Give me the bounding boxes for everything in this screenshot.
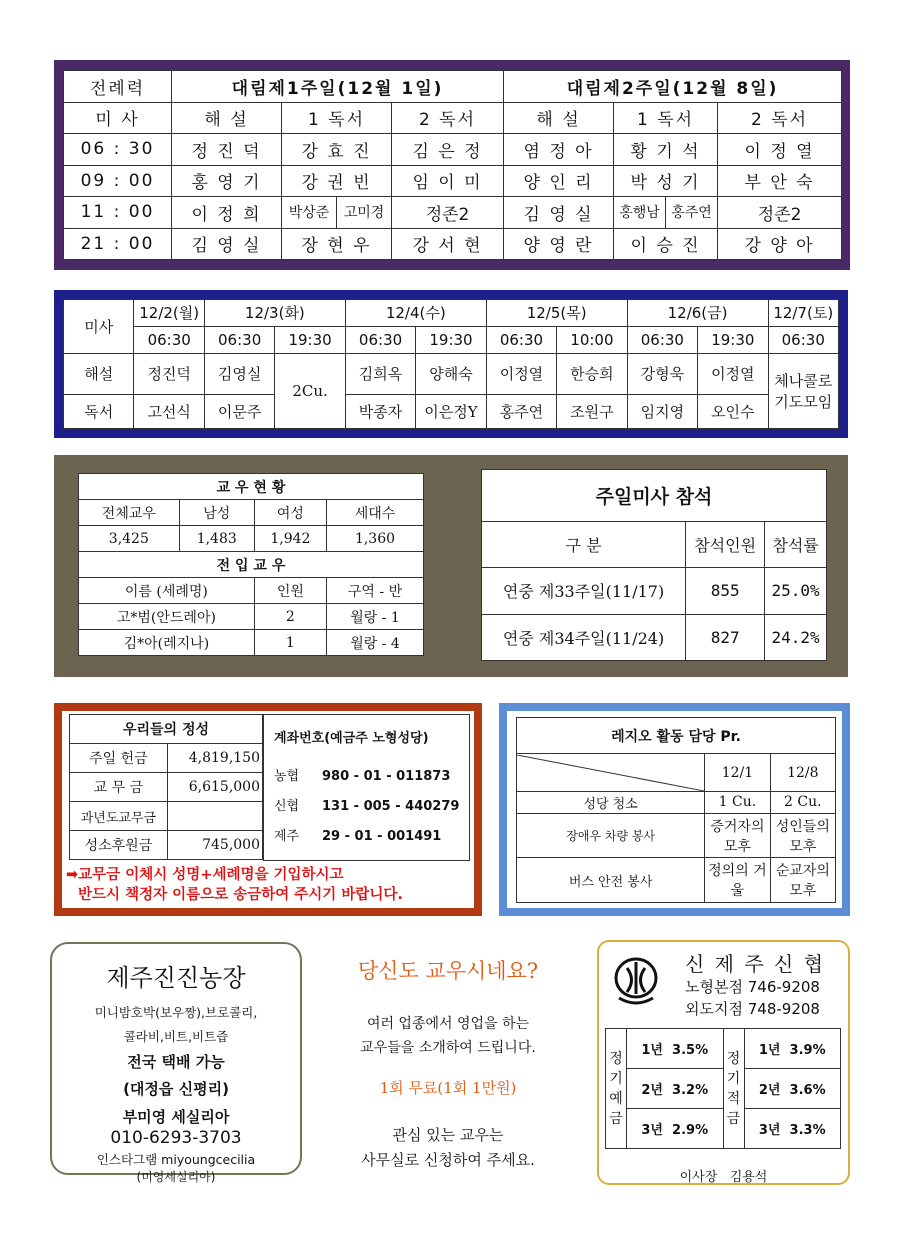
farm-phone: 010-6293-3703 bbox=[110, 1128, 242, 1148]
diagonal-line bbox=[517, 755, 704, 791]
bank-name: 농협 bbox=[274, 769, 300, 784]
table-row bbox=[482, 568, 827, 615]
attendance-count: 827 bbox=[686, 614, 765, 661]
day-header: 12/6(금) bbox=[627, 300, 768, 327]
newcomer-name: 김*아(레지나) bbox=[79, 630, 255, 656]
role-header: 2 독서 bbox=[392, 102, 504, 134]
farm-instagram: 인스타그램 miyoungcecilia bbox=[96, 1152, 256, 1167]
rate-cell bbox=[627, 1109, 724, 1149]
roster-name: 임 이 미 bbox=[392, 165, 504, 197]
members-title: 교 우 현 황 bbox=[79, 474, 424, 500]
note-line: 반드시 책정자 이름으로 송금하여 주시기 바랍니다. bbox=[78, 887, 403, 903]
attendance-header: 구 분 bbox=[482, 522, 686, 568]
roster-name: 고미경 bbox=[337, 197, 392, 229]
members-header: 전체교우 bbox=[79, 500, 180, 526]
mass-time: 06 : 30 bbox=[64, 134, 172, 166]
weekday-roster-panel bbox=[54, 290, 848, 438]
diagonal-cell bbox=[517, 754, 705, 792]
mass-time: 06:30 bbox=[134, 326, 204, 353]
table-row bbox=[64, 394, 839, 428]
offering-amount: 745,000 bbox=[167, 831, 262, 860]
legio-panel bbox=[499, 703, 850, 916]
attendance-week: 연중 제34주일(11/24) bbox=[482, 614, 686, 661]
mass-time: 11 : 00 bbox=[64, 197, 172, 229]
commentary-label: 해설 bbox=[64, 353, 134, 394]
roster-name: 강 효 진 bbox=[282, 134, 392, 166]
rate-term: 1년 bbox=[758, 1043, 781, 1058]
account-number: 131 - 005 - 440279 bbox=[322, 799, 460, 814]
attendance-header: 참석인원 bbox=[686, 522, 765, 568]
saturday-line: 기도모임 bbox=[774, 392, 833, 411]
members-value: 1,360 bbox=[326, 526, 423, 552]
label-char: 예 bbox=[609, 1090, 623, 1107]
roster-name: 오인수 bbox=[698, 394, 768, 428]
day-header: 12/5(목) bbox=[486, 300, 627, 327]
mass-time: 21 : 00 bbox=[64, 228, 172, 260]
roster-name: 김 영 실 bbox=[504, 197, 614, 229]
sunday-roster-panel bbox=[54, 60, 850, 270]
table-row bbox=[64, 197, 842, 229]
farm-products: 미니밤호박(보우짱),브로콜리, bbox=[94, 1005, 258, 1020]
offerings-table bbox=[69, 714, 263, 860]
roster-name: 강 권 빈 bbox=[282, 165, 392, 197]
roster-name: 양해숙 bbox=[416, 353, 486, 394]
roster-name: 고선식 bbox=[134, 394, 204, 428]
table-row bbox=[64, 134, 842, 166]
members-header: 여성 bbox=[254, 500, 326, 526]
advent-week1-header: 대림제1주일(12월 1일) bbox=[172, 71, 504, 103]
attendance-header: 참석률 bbox=[765, 522, 827, 568]
offering-label: 성소후원금 bbox=[70, 831, 168, 860]
duty-label: 버스 안전 봉사 bbox=[517, 858, 705, 903]
farm-instagram-name: (미영세실리아) bbox=[136, 1170, 216, 1184]
rate-cell bbox=[744, 1029, 841, 1069]
advent-week2-header: 대림제2주일(12월 8일) bbox=[504, 71, 842, 103]
role-header: 1 독서 bbox=[614, 102, 718, 134]
promo-price: 1회 무료(1회 1만원) bbox=[379, 1079, 517, 1097]
label-char: 적 bbox=[726, 1090, 741, 1107]
label-char: 기 bbox=[726, 1070, 741, 1087]
members-value: 3,425 bbox=[79, 526, 180, 552]
farm-products: 콜라비,비트,비트즙 bbox=[123, 1029, 229, 1044]
roster-name: 박상준 bbox=[282, 197, 337, 229]
duty-label: 장애우 차량 봉사 bbox=[517, 813, 705, 858]
newcomers-title: 전 입 교 우 bbox=[79, 552, 424, 578]
rate-term: 2년 bbox=[758, 1083, 781, 1098]
bank-accounts bbox=[263, 714, 470, 861]
account-row bbox=[274, 762, 469, 792]
rate-term: 3년 bbox=[758, 1123, 781, 1138]
roster-name: 양 영 란 bbox=[504, 228, 614, 260]
members-header: 세대수 bbox=[326, 500, 423, 526]
legio-date: 12/8 bbox=[770, 754, 835, 792]
roster-name: 한승희 bbox=[557, 353, 627, 394]
mass-header: 미 사 bbox=[64, 102, 172, 134]
duty-group: 정의의 거울 bbox=[705, 858, 770, 903]
roster-name: 이은정Y bbox=[416, 394, 486, 428]
roster-name: 홍주연 bbox=[486, 394, 556, 428]
role-header: 해 설 bbox=[504, 102, 614, 134]
newcomer-district: 월랑 - 1 bbox=[326, 604, 423, 630]
label-char: 금 bbox=[609, 1110, 623, 1127]
table-row bbox=[70, 802, 263, 831]
mass-time: 06:30 bbox=[768, 326, 838, 353]
rate-value: 3.5% bbox=[672, 1043, 709, 1058]
bank-name: 제주 bbox=[274, 829, 300, 844]
newcomer-count: 2 bbox=[254, 604, 326, 630]
rate-cell bbox=[744, 1109, 841, 1149]
attendance-title: 주일미사 참석 bbox=[482, 470, 827, 522]
attendance-count: 855 bbox=[686, 568, 765, 615]
table-row bbox=[64, 228, 842, 260]
newcomers-header: 이름 (세례명) bbox=[79, 578, 255, 604]
offering-label: 과년도교무금 bbox=[70, 802, 168, 831]
account-row bbox=[274, 792, 469, 822]
credit-union-ad bbox=[597, 940, 850, 1185]
rate-value: 2.9% bbox=[672, 1123, 709, 1138]
newcomer-name: 고*범(안드레아) bbox=[79, 604, 255, 630]
offering-label: 교 무 금 bbox=[70, 773, 168, 802]
table-row bbox=[517, 858, 836, 903]
note-line: ➡교무금 이체시 성명+세례명을 기입하시고 bbox=[66, 867, 344, 883]
members-table bbox=[78, 473, 424, 656]
table-row bbox=[64, 165, 842, 197]
roster-name: 임지영 bbox=[627, 394, 697, 428]
roster-name: 김영실 bbox=[204, 353, 274, 394]
roster-name: 김 은 정 bbox=[392, 134, 504, 166]
table-row bbox=[70, 744, 263, 773]
table-row bbox=[79, 604, 424, 630]
bank-name: 신협 bbox=[274, 799, 300, 814]
member-business-promo bbox=[313, 955, 583, 1170]
table-row bbox=[64, 353, 839, 394]
rate-value: 3.9% bbox=[789, 1043, 826, 1058]
attendance-rate: 24.2% bbox=[765, 614, 827, 661]
account-number: 29 - 01 - 001491 bbox=[322, 829, 442, 844]
table-row bbox=[482, 614, 827, 661]
offerings-panel bbox=[54, 703, 482, 916]
attendance-rate: 25.0% bbox=[765, 568, 827, 615]
mass-time: 06:30 bbox=[345, 326, 415, 353]
offering-amount: 4,819,150 bbox=[167, 744, 262, 773]
rate-term: 2년 bbox=[641, 1083, 663, 1098]
credit-union-name: 신 제 주 신 협 bbox=[685, 952, 826, 976]
duty-label: 성당 청소 bbox=[517, 792, 705, 814]
roster-name: 홍 영 기 bbox=[172, 165, 282, 197]
legio-table bbox=[516, 717, 836, 903]
offerings-title: 우리들의 정성 bbox=[70, 715, 263, 744]
roster-name: 김희옥 bbox=[345, 353, 415, 394]
saturday-line: 체나콜로 bbox=[774, 371, 833, 390]
roster-name: 장 현 우 bbox=[282, 228, 392, 260]
credit-union-logo-icon bbox=[613, 956, 659, 1006]
legio-date: 12/1 bbox=[705, 754, 770, 792]
promo-line: 사무실로 신청하여 주세요. bbox=[361, 1151, 535, 1169]
branch-phone: 노형본점 746-9208 bbox=[685, 978, 820, 996]
roster-name: 정존2 bbox=[718, 197, 842, 229]
day-header: 12/7(토) bbox=[768, 300, 838, 327]
roster-name: 이정열 bbox=[486, 353, 556, 394]
statistics-panel bbox=[54, 455, 848, 677]
label-char: 정 bbox=[726, 1050, 741, 1067]
offering-amount: 6,615,000 bbox=[167, 773, 262, 802]
duty-group: 증거자의 모후 bbox=[705, 813, 770, 858]
mass-time: 06:30 bbox=[204, 326, 274, 353]
roster-name: 부 안 숙 bbox=[718, 165, 842, 197]
roster-name: 정 진 덕 bbox=[172, 134, 282, 166]
day-header: 12/2(월) bbox=[134, 300, 204, 327]
roster-name: 이문주 bbox=[204, 394, 274, 428]
calendar-header: 전례력 bbox=[64, 71, 172, 103]
role-header: 해 설 bbox=[172, 102, 282, 134]
newcomer-district: 월랑 - 4 bbox=[326, 630, 423, 656]
roster-name: 정존2 bbox=[392, 197, 504, 229]
farm-delivery: 전국 택배 가능 bbox=[127, 1053, 225, 1071]
roster-name: 이 정 열 bbox=[718, 134, 842, 166]
rate-cell bbox=[627, 1069, 724, 1109]
rate-value: 3.3% bbox=[789, 1123, 826, 1138]
account-number: 980 - 01 - 011873 bbox=[322, 769, 451, 784]
duty-group: 1 Cu. bbox=[705, 792, 770, 814]
mass-time: 10:00 bbox=[557, 326, 627, 353]
deposit-label bbox=[606, 1029, 627, 1149]
mass-time: 19:30 bbox=[275, 326, 345, 353]
rate-cell bbox=[627, 1029, 724, 1069]
duty-group: 순교자의 모후 bbox=[770, 858, 835, 903]
roster-name: 강 서 현 bbox=[392, 228, 504, 260]
mass-time: 19:30 bbox=[416, 326, 486, 353]
attendance-week: 연중 제33주일(11/17) bbox=[482, 568, 686, 615]
legio-title: 레지오 활동 담당 Pr. bbox=[517, 718, 836, 754]
mass-time: 06:30 bbox=[486, 326, 556, 353]
account-title: 계좌번호(예금주 노형성당) bbox=[274, 731, 429, 746]
roster-name: 황 기 석 bbox=[614, 134, 718, 166]
table-row bbox=[79, 630, 424, 656]
roster-name: 김 영 실 bbox=[172, 228, 282, 260]
reading-label: 독서 bbox=[64, 394, 134, 428]
duty-group: 성인들의 모후 bbox=[770, 813, 835, 858]
tuesday-evening-group: 2Cu. bbox=[275, 353, 345, 428]
weekday-roster-table bbox=[63, 299, 839, 429]
label-char: 기 bbox=[609, 1070, 623, 1087]
farm-owner: 부미영 세실리아 bbox=[122, 1108, 230, 1126]
role-header: 1 독서 bbox=[282, 102, 392, 134]
members-value: 1,483 bbox=[179, 526, 254, 552]
roster-name: 이 승 진 bbox=[614, 228, 718, 260]
roster-name: 정진덕 bbox=[134, 353, 204, 394]
members-header: 남성 bbox=[179, 500, 254, 526]
table-row bbox=[70, 831, 263, 860]
role-header: 2 독서 bbox=[718, 102, 842, 134]
roster-name: 홍주연 bbox=[666, 197, 718, 229]
members-value: 1,942 bbox=[254, 526, 326, 552]
rate-term: 3년 bbox=[641, 1123, 663, 1138]
table-row bbox=[517, 792, 836, 814]
promo-title: 당신도 교우시네요? bbox=[357, 959, 539, 983]
attendance-table bbox=[481, 469, 827, 661]
roster-name: 이 정 희 bbox=[172, 197, 282, 229]
roster-name: 강형욱 bbox=[627, 353, 697, 394]
roster-name: 홍행남 bbox=[614, 197, 666, 229]
branch-phone: 외도지점 748-9208 bbox=[685, 1000, 820, 1018]
promo-line: 관심 있는 교우는 bbox=[392, 1126, 504, 1144]
table-row bbox=[517, 813, 836, 858]
newcomer-count: 1 bbox=[254, 630, 326, 656]
label-char: 정 bbox=[609, 1050, 623, 1067]
mass-header: 미사 bbox=[64, 300, 134, 354]
sunday-roster-table bbox=[63, 70, 842, 260]
label-char: 금 bbox=[726, 1110, 741, 1127]
rate-value: 3.6% bbox=[789, 1083, 826, 1098]
newcomers-header: 인원 bbox=[254, 578, 326, 604]
mass-time: 09 : 00 bbox=[64, 165, 172, 197]
day-header: 12/3(화) bbox=[204, 300, 345, 327]
roster-name: 조원구 bbox=[557, 394, 627, 428]
day-header: 12/4(수) bbox=[345, 300, 486, 327]
roster-name: 박 성 기 bbox=[614, 165, 718, 197]
roster-name: 강 양 아 bbox=[718, 228, 842, 260]
mass-time: 06:30 bbox=[627, 326, 697, 353]
interest-rate-table bbox=[605, 1028, 841, 1149]
farm-name: 제주진진농장 bbox=[106, 964, 246, 992]
newcomers-header: 구역 - 반 bbox=[326, 578, 423, 604]
promo-line: 교우들을 소개하여 드립니다. bbox=[360, 1040, 536, 1056]
chairman: 이사장 김용석 bbox=[679, 1170, 768, 1185]
transfer-note bbox=[66, 865, 470, 905]
roster-name: 이정열 bbox=[698, 353, 768, 394]
duty-group: 2 Cu. bbox=[770, 792, 835, 814]
table-row bbox=[70, 773, 263, 802]
roster-name: 염 정 아 bbox=[504, 134, 614, 166]
account-row bbox=[274, 822, 469, 852]
rate-cell bbox=[744, 1069, 841, 1109]
savings-label bbox=[723, 1029, 744, 1149]
rate-value: 3.2% bbox=[672, 1083, 709, 1098]
offering-amount bbox=[167, 802, 262, 831]
mass-time: 19:30 bbox=[698, 326, 768, 353]
promo-line: 여러 업종에서 영업을 하는 bbox=[366, 1016, 530, 1032]
farm-location: (대정읍 신평리) bbox=[123, 1080, 229, 1098]
offering-label: 주일 헌금 bbox=[70, 744, 168, 773]
saturday-prayer-group bbox=[768, 353, 838, 428]
rate-term: 1년 bbox=[641, 1043, 663, 1058]
farm-advertisement bbox=[50, 942, 302, 1184]
roster-name: 양 인 리 bbox=[504, 165, 614, 197]
roster-name: 박종자 bbox=[345, 394, 415, 428]
